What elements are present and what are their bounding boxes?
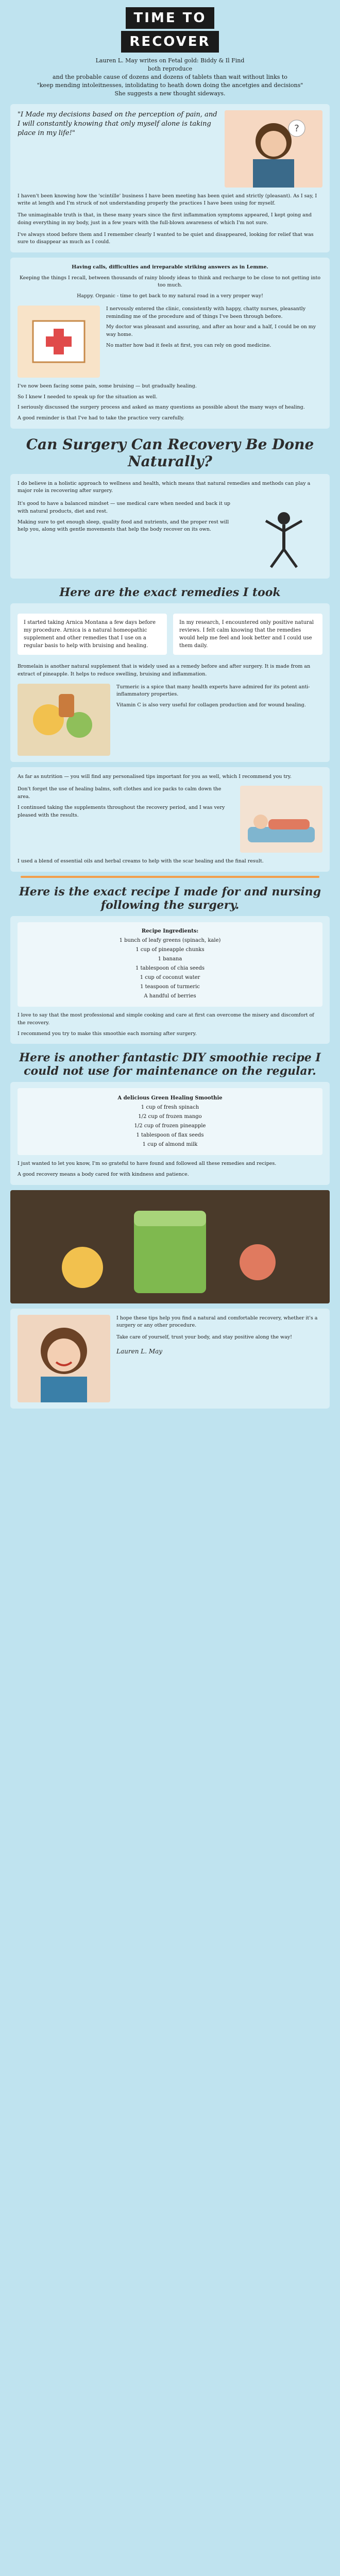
smoothie-line: 1 cup of almond milk <box>142 1142 198 1148</box>
food-panel <box>10 916 330 1044</box>
resting-woman-illustration <box>240 786 322 853</box>
subtitle-line: both reproduce <box>147 65 193 72</box>
story-paragraph-6: I seriously discussed the surgery process and asked as many questions as possible about the many ways of healing. <box>18 404 305 411</box>
natural-heading: Can Surgery Can Recovery Be Done Naturally? <box>26 435 314 470</box>
smoothie-heading: Here is another fantastic DIY smoothie recipe I could not use for maintenance on the regular. <box>19 1051 321 1078</box>
remedies-paragraph-1: Bromelain is another natural supplement that is widely used as a remedy before and after surgery. It is made from an extract of pineapple. It helps to reduce swelling, bruising and inflammation. <box>18 664 311 677</box>
remedies-image-row <box>18 684 322 756</box>
smoothie-paragraph-2: A good recovery means a body cared for with kindness and patience. <box>18 1171 189 1177</box>
intro-paragraph-1: I haven't been knowing how the 'scintille' business I have been meeting has been quiet and strictly (pleasant). As I say, I write at length and I'm struck of not understanding properly the practices I have been using for myself. <box>18 193 317 207</box>
yoga-figure-illustration <box>245 500 322 572</box>
subtitle-line: and the probable cause of dozens and dozens of tablets than wait without links to <box>53 73 287 80</box>
subtitle-line: She suggests a new thought sideways. <box>114 90 226 97</box>
intro-quote-col <box>18 110 218 139</box>
food-paragraph-1: I love to say that the most professional and simple cooking and care at first can overcome the misery and discomfort of the recovery. <box>18 1012 314 1026</box>
closing-row <box>18 1315 322 1402</box>
closing-signature: Lauren L. May <box>116 1347 163 1355</box>
header <box>0 0 340 101</box>
subtitle-line: "keep mending intoleitnesses, intolidating to heath down doing the ancetgies and decisions" <box>37 81 303 89</box>
natural-panel <box>10 474 330 579</box>
intro-paragraph-2: The unimaginable truth is that, in these many years since the first inflammation symptoms appeared, I kept going and doing everything in my body, just in a few years with the full-blown awareness of which I'm not sure. <box>18 212 312 226</box>
food-heading: Here is the exact recipe I made for and nursing following the surgery. <box>19 885 321 912</box>
story-paragraph-5: So I knew I needed to speak up for the situation as well. <box>18 394 158 400</box>
story-right-col <box>106 306 322 350</box>
story-paragraph-4: I've now been facing some pain, some bruising — but gradually healing. <box>18 383 197 389</box>
smoothie-line: A delicious Green Healing Smoothie <box>117 1095 223 1101</box>
closing-panel <box>10 1309 330 1409</box>
natural-paragraph-1: I do believe in a holistic approach to wellness and health, which means that natural remedies and methods can play a major role in recovering after surgery. <box>18 480 311 494</box>
story-row <box>18 306 322 378</box>
supplements-photo <box>18 684 110 756</box>
smoothie-paragraph-1: I just wanted to let you know, I'm so grateful to have found and followed all these remedies and recipes. <box>18 1161 277 1167</box>
ingredient-item: 1 cup of coconut water <box>140 975 200 981</box>
woman-thinking-illustration <box>225 110 322 188</box>
story-panel <box>10 258 330 429</box>
title-line-1: TIME TO <box>126 7 215 29</box>
food-paragraph-2: I recommend you try to make this smoothie each morning after surgery. <box>18 1030 197 1037</box>
closing-paragraph-2: Take care of yourself, trust your body, and stay positive along the way! <box>116 1334 292 1341</box>
remedies-side-col <box>116 684 322 709</box>
smoothie-photo <box>10 1190 330 1303</box>
intro-panel <box>10 104 330 252</box>
smoothie-line: 1/2 cup of frozen pineapple <box>134 1123 206 1129</box>
recovery-tips-panel <box>10 767 330 872</box>
story-paragraph-1: I nervously entered the clinic, consistently with happy, chatty nurses, pleasantly reminding me of the procedure and of things I've been through before. <box>106 306 306 319</box>
story-paragraph-7: A good reminder is that I've had to take the practice very carefully. <box>18 415 185 421</box>
smoothie-line: 1/2 cup of frozen mango <box>138 1114 202 1120</box>
natural-text-col <box>18 500 239 534</box>
remedies-paragraph-3: Vitamin C is also very useful for collagen production and for wound healing. <box>116 702 306 708</box>
closing-text-col <box>116 1315 322 1357</box>
remedies-paragraph-2: Turmeric is a spice that many health experts have admired for its potent anti-inflammatory properties. <box>116 684 310 698</box>
tips-row <box>18 786 322 853</box>
clinic-illustration <box>18 306 100 378</box>
smiling-woman-photo <box>18 1315 110 1402</box>
recipe-title: Recipe Ingredients: <box>141 928 199 935</box>
ingredient-item: 1 bunch of leafy greens (spinach, kale) <box>119 938 221 944</box>
smoothie-line: 1 cup of fresh spinach <box>141 1105 199 1111</box>
natural-row <box>18 500 322 572</box>
food-recipe-block <box>18 922 322 1007</box>
tips-paragraph-2: Don't forget the use of healing balms, soft clothes and ice packs to calm down the area. <box>18 786 222 800</box>
tips-paragraph-4: I used a blend of essential oils and herbal creams to help with the scar healing and the final result. <box>18 858 264 865</box>
svg-text:?: ? <box>294 123 299 134</box>
ingredient-item: 1 cup of pineapple chunks <box>135 947 205 953</box>
intro-paragraph-3: I've always stood before them and I remember clearly I wanted to be quiet and disappeared, looking for relief that was sure to disappear as much as I could. <box>18 231 314 245</box>
smoothie-panel <box>10 1082 330 1184</box>
ingredient-item: 1 teaspoon of turmeric <box>140 984 200 990</box>
smoothie-line: 1 tablespoon of flax seeds <box>136 1132 204 1139</box>
remedies-panel <box>10 603 330 761</box>
story-line-1: Having calls, difficulties and irreparable striking answers as in Lemme. <box>72 264 268 270</box>
story-paragraph-2: My doctor was pleasant and assuring, and after an hour and a half, I could be on my way home. <box>106 324 316 338</box>
tips-paragraph-3: I continued taking the supplements throughout the recovery period, and I was very pleased with the results. <box>18 804 225 818</box>
ingredient-item: A handful of berries <box>144 993 196 999</box>
tips-paragraph-1: As far as nutrition — you will find any personalised tips important for you as well, which I recommend you try. <box>18 773 292 779</box>
story-line-2: Keeping the things I recall, between thousands of rainy bloody ideas to think and recharge to be close to not getting into too much. <box>19 275 321 289</box>
header-subtitle <box>10 57 330 98</box>
remedies-left-box: I started taking Arnica Montana a few days before my procedure. Arnica is a natural homeopathic supplement and other remedies that I use on a regular basis to help with bruising and healing. <box>18 614 167 655</box>
section-divider <box>21 876 319 878</box>
remedies-right-box: In my research, I encountered only positive natural reviews. I felt calm knowing that the remedies would help me feel and look better and I could use them daily. <box>173 614 322 655</box>
ingredient-item: 1 banana <box>158 956 182 962</box>
tips-text-col <box>18 786 234 819</box>
title-line-2: RECOVER <box>121 31 218 53</box>
story-paragraph-3: No matter how bad it feels at first, you can rely on good medicine. <box>106 342 271 348</box>
natural-paragraph-2: It's good to have a balanced mindset — use medical care when needed and back it up with natural products, diet and rest. <box>18 501 231 514</box>
natural-paragraph-3: Making sure to get enough sleep, quality food and nutrients, and the proper rest will help you, along with gentle movements that help the body recover on its own. <box>18 519 229 533</box>
remedies-boxes-row <box>18 609 322 659</box>
intro-quote: "I Made my decisions based on the perception of pain, and I will constantly knowing that only myself alone is taking place in my life!" <box>18 110 217 138</box>
closing-paragraph-1: I hope these tips help you find a natural and comfortable recovery, whether it's a surgery or any other procedure. <box>116 1315 318 1329</box>
smoothie-recipe-block <box>18 1088 322 1155</box>
remedies-heading: Here are the exact remedies I took <box>59 586 281 600</box>
subtitle-line: Lauren L. May writes on Fetal gold: Biddy & Il Find <box>95 57 245 64</box>
intro-row <box>18 110 322 188</box>
story-line-3: Happy. Organic - time to get back to my natural road in a very proper way! <box>77 293 263 299</box>
ingredient-item: 1 tablespoon of chia seeds <box>135 965 205 972</box>
